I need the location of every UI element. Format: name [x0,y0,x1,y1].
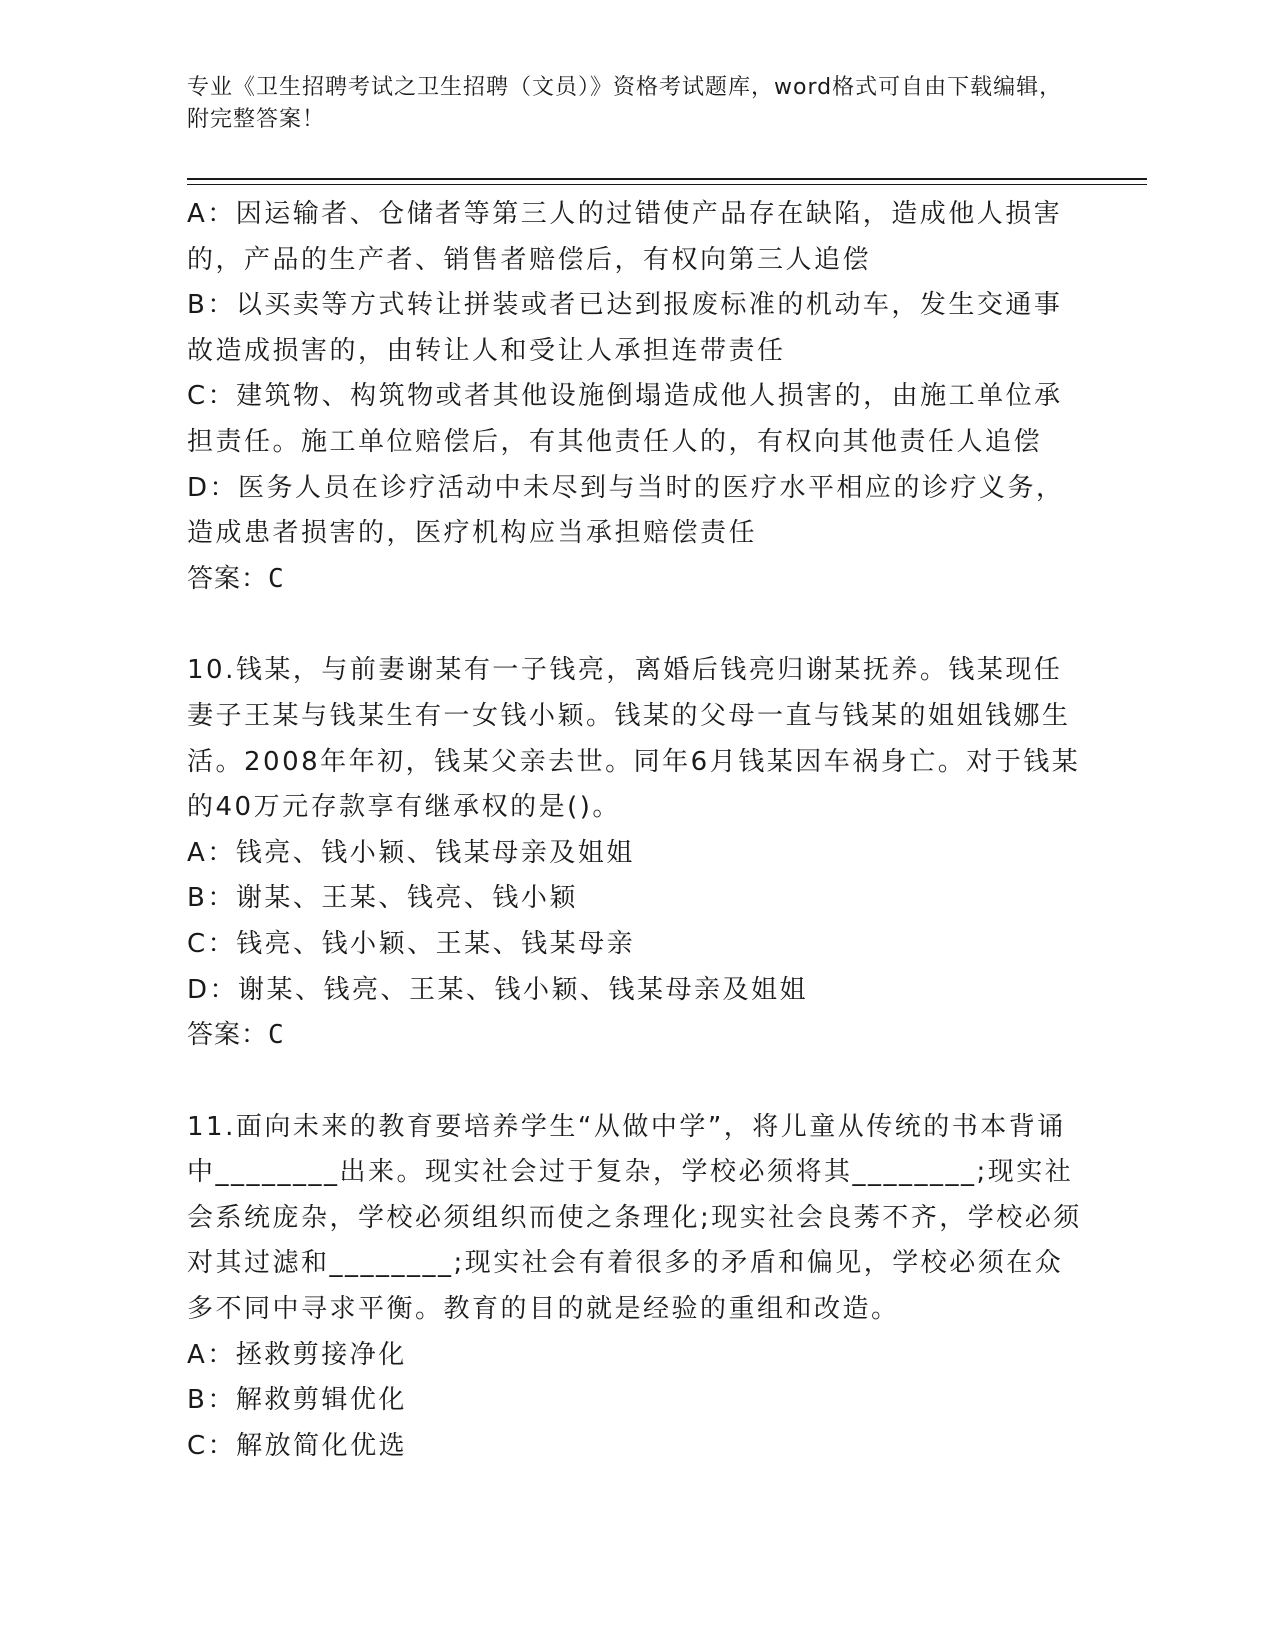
option-c: C：钱亮、钱小颖、王某、钱某母亲 [187,928,636,959]
header-rule-thin [187,184,1147,185]
document-header: 专业《卫生招聘考试之卫生招聘（文员）》资格考试题库，word格式可自由下载编辑，附完整答案！ [187,75,1063,132]
question-stem: 11.面向未来的教育要培养学生“从做中学”，将儿童从传统的书本背诵中________出来。现实社会过于复杂，学校必须将其________;现实社会系统庞杂，学校必须组织而使之条理化;现实社会良莠不齐，学校必须对其过滤和________;现实社会有着很多的矛盾和偏见，学校必须在众多不同中寻求平衡。教育的目的就是经验的重组和改造。 [187,1111,1082,1325]
option-a: A：因运输者、仓储者等第三人的过错使产品存在缺陷，造成他人损害的，产品的生产者、销售者赔偿后，有权向第三人追偿 [187,199,1063,275]
question-content [187,192,1082,1469]
option-b: B：以买卖等方式转让拼装或者已达到报废标准的机动车，发生交通事故造成损害的，由转让人和受让人承担连带责任 [187,290,1063,366]
option-d: D：谢某、钱亮、王某、钱小颖、钱某母亲及姐姐 [187,974,809,1005]
answer-line: 答案：C [187,1020,285,1051]
spacer [187,1059,1082,1105]
option-c: C：解放简化优选 [187,1430,408,1461]
option-c: C：建筑物、构筑物或者其他设施倒塌造成他人损害的，由施工单位承担责任。施工单位赔偿后，有其他责任人的，有权向其他责任人追偿 [187,381,1063,457]
option-a: A：拯救剪接净化 [187,1339,407,1370]
option-d: D：医务人员在诊疗活动中未尽到与当时的医疗水平相应的诊疗义务，造成患者损害的，医疗机构应当承担赔偿责任 [187,472,1065,549]
header-rule-thick [187,178,1147,180]
option-a: A：钱亮、钱小颖、钱某母亲及姐姐 [187,837,635,868]
option-b: B：解救剪辑优化 [187,1385,407,1416]
spacer [187,602,1082,648]
answer-line: 答案：C [187,563,285,594]
question-stem: 10.钱某，与前妻谢某有一子钱亮，离婚后钱亮归谢某抚养。钱某现任妻子王某与钱某生有一女钱小颖。钱某的父母一直与钱某的姐姐钱娜生活。2008年年初，钱某父亲去世。同年6月钱某因车祸身亡。对于钱某的40万元存款享有继承权的是()。 [187,655,1081,823]
option-b: B：谢某、王某、钱亮、钱小颖 [187,883,578,914]
question-9 [187,192,1082,602]
question-10 [187,648,1082,1058]
question-11 [187,1105,1082,1470]
